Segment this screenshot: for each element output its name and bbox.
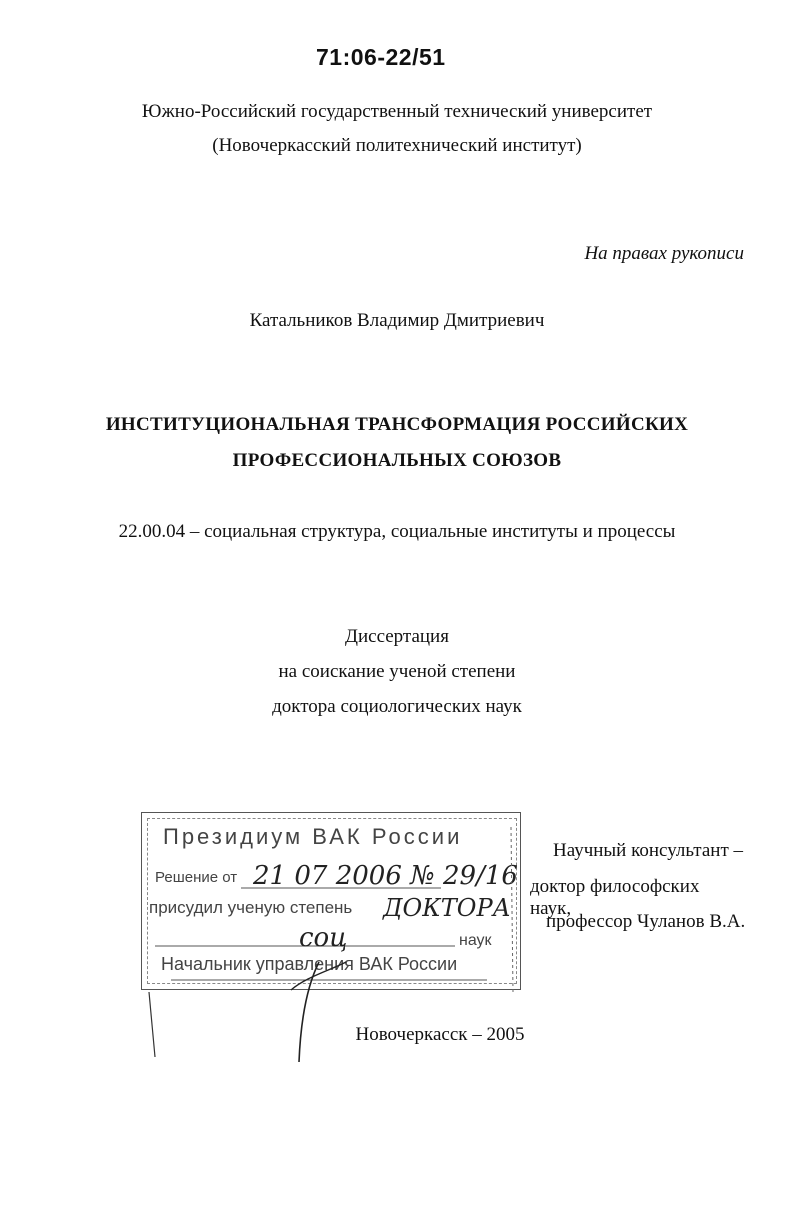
vak-approval-stamp	[141, 812, 523, 992]
stamp-chief-label: Начальник управления ВАК России	[161, 954, 458, 974]
institute-name: (Новочеркасский политехнический институт)	[212, 135, 582, 156]
stamp-edge-dots	[511, 827, 513, 992]
consultant-role: Научный консультант –	[553, 840, 743, 861]
stamp-decision-label: Решение от	[155, 869, 238, 886]
consultant-name: профессор Чуланов В.А.	[546, 911, 746, 932]
stamp-sciences-label: наук	[459, 932, 492, 949]
author-name: Катальников Владимир Дмитриевич	[249, 310, 545, 331]
city-year: Новочеркасск – 2005	[355, 1024, 525, 1045]
degree-purpose: на соискание ученой степени	[278, 661, 516, 682]
thesis-title-line2: ПРОФЕССИОНАЛЬНЫХ СОЮЗОВ	[232, 450, 562, 471]
manuscript-note: На правах рукописи	[584, 243, 744, 264]
degree-field: доктора социологических наук	[272, 696, 522, 717]
catalog-number: 71:06-22/51	[316, 44, 446, 70]
signature-stroke-2	[291, 962, 346, 990]
stamp-awarded-label: присудил ученую степень	[149, 898, 353, 917]
signature-stroke-1	[299, 962, 319, 1062]
stamp-header: Президиум ВАК России	[163, 824, 463, 849]
degree-type: Диссертация	[345, 626, 449, 647]
consultant-degree: доктор философских наук,	[530, 876, 700, 919]
university-name: Южно-Российский государственный технический университет	[141, 101, 653, 122]
handwritten-decision: 21 07 2006 № 29/16	[253, 861, 518, 891]
thesis-title-line1: ИНСТИТУЦИОНАЛЬНАЯ ТРАНСФОРМАЦИЯ РОССИЙСКИХ	[105, 414, 689, 435]
specialty-code: 22.00.04 – социальная структура, социальные институты и процессы	[118, 521, 676, 542]
handwritten-awarded: ДОКТОРА	[383, 894, 511, 922]
handwritten-field: соц	[299, 923, 348, 953]
